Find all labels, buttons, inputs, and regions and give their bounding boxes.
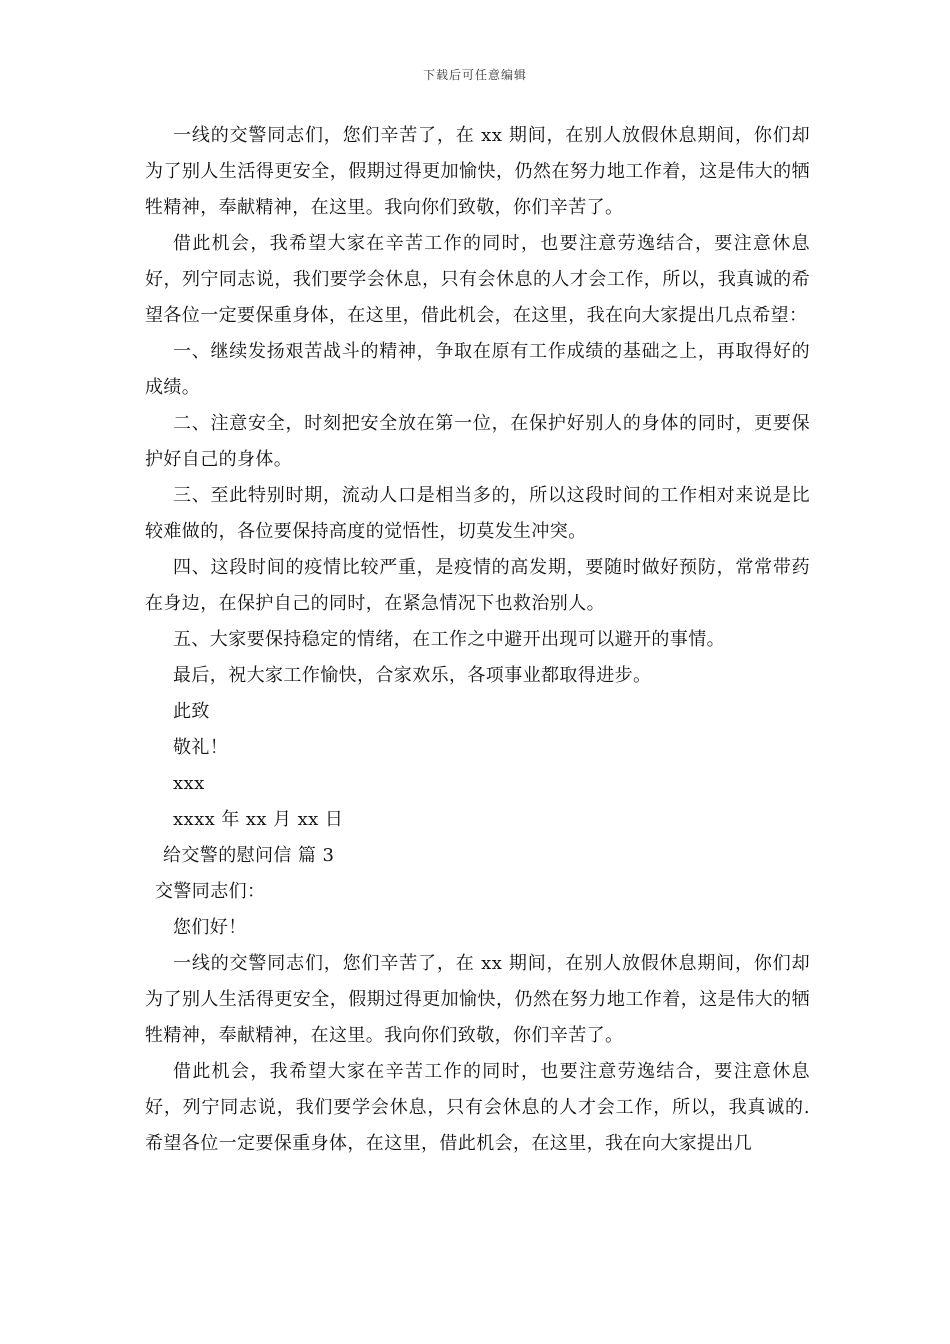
paragraph-rest-advice-2: 借此机会，我希望大家在辛苦工作的同时，也要注意劳逸结合，要注意休息好，列宁同志说，我们要学会休息，只有会休息的人才会工作，所以，我真诚的.希望各位一定要保重身体，在这里，借此机会，在这里，我在向大家提出几 xyxy=(145,1061,810,1154)
letter-body xyxy=(145,118,810,1162)
salutation: 交警同志们： xyxy=(155,881,266,902)
hope-item-3: 三、至此特别时期，流动人口是相当多的，所以这段时间的工作相对来说是比较难做的，各位要保持高度的觉悟性，切莫发生冲突。 xyxy=(145,485,810,542)
letter-date: xxxx 年 xx 月 xx 日 xyxy=(173,809,344,830)
paragraph-thanks-2: 一线的交警同志们，您们辛苦了，在 xx 期间，在别人放假休息期间，你们却为了别人生活得更安全，假期过得更加愉快，仍然在努力地工作着，这是伟大的牺牲精神，奉献精神，在这里。我向你们致敬，你们辛苦了。 xyxy=(145,953,810,1046)
page-header-note: 下载后可任意编辑 xyxy=(422,68,527,82)
closing-wishes: 最后，祝大家工作愉快，合家欢乐，各项事业都取得进步。 xyxy=(173,665,652,686)
hope-item-5: 五、大家要保持稳定的情绪，在工作之中避开出现可以避开的事情。 xyxy=(173,629,725,650)
closing-cizhi: 此致 xyxy=(173,701,210,722)
closing-jingli: 敬礼！ xyxy=(173,737,229,758)
greeting: 您们好！ xyxy=(173,917,247,938)
hope-item-2: 二、注意安全，时刻把安全放在第一位，在保护好别人的身体的同时，更要保护好自己的身体。 xyxy=(145,413,810,470)
paragraph-thanks: 一线的交警同志们，您们辛苦了，在 xx 期间，在别人放假休息期间，你们却为了别人生活得更安全，假期过得更加愉快，仍然在努力地工作着，这是伟大的牺牲精神，奉献精神，在这里。我向你们致敬，你们辛苦了。 xyxy=(145,125,810,218)
section-title: 给交警的慰问信 篇 3 xyxy=(163,845,335,866)
signer-name: xxx xyxy=(173,773,205,794)
hope-item-1: 一、继续发扬艰苦战斗的精神，争取在原有工作成绩的基础之上，再取得好的成绩。 xyxy=(145,341,810,398)
hope-item-4: 四、这段时间的疫情比较严重，是疫情的高发期，要随时做好预防，常常带药在身边，在保护自己的同时，在紧急情况下也救治别人。 xyxy=(145,557,810,614)
paragraph-rest-advice: 借此机会，我希望大家在辛苦工作的同时，也要注意劳逸结合，要注意休息好，列宁同志说，我们要学会休息，只有会休息的人才会工作，所以，我真诚的希望各位一定要保重身体，在这里，借此机会，在这里，我在向大家提出几点希望： xyxy=(145,233,810,326)
